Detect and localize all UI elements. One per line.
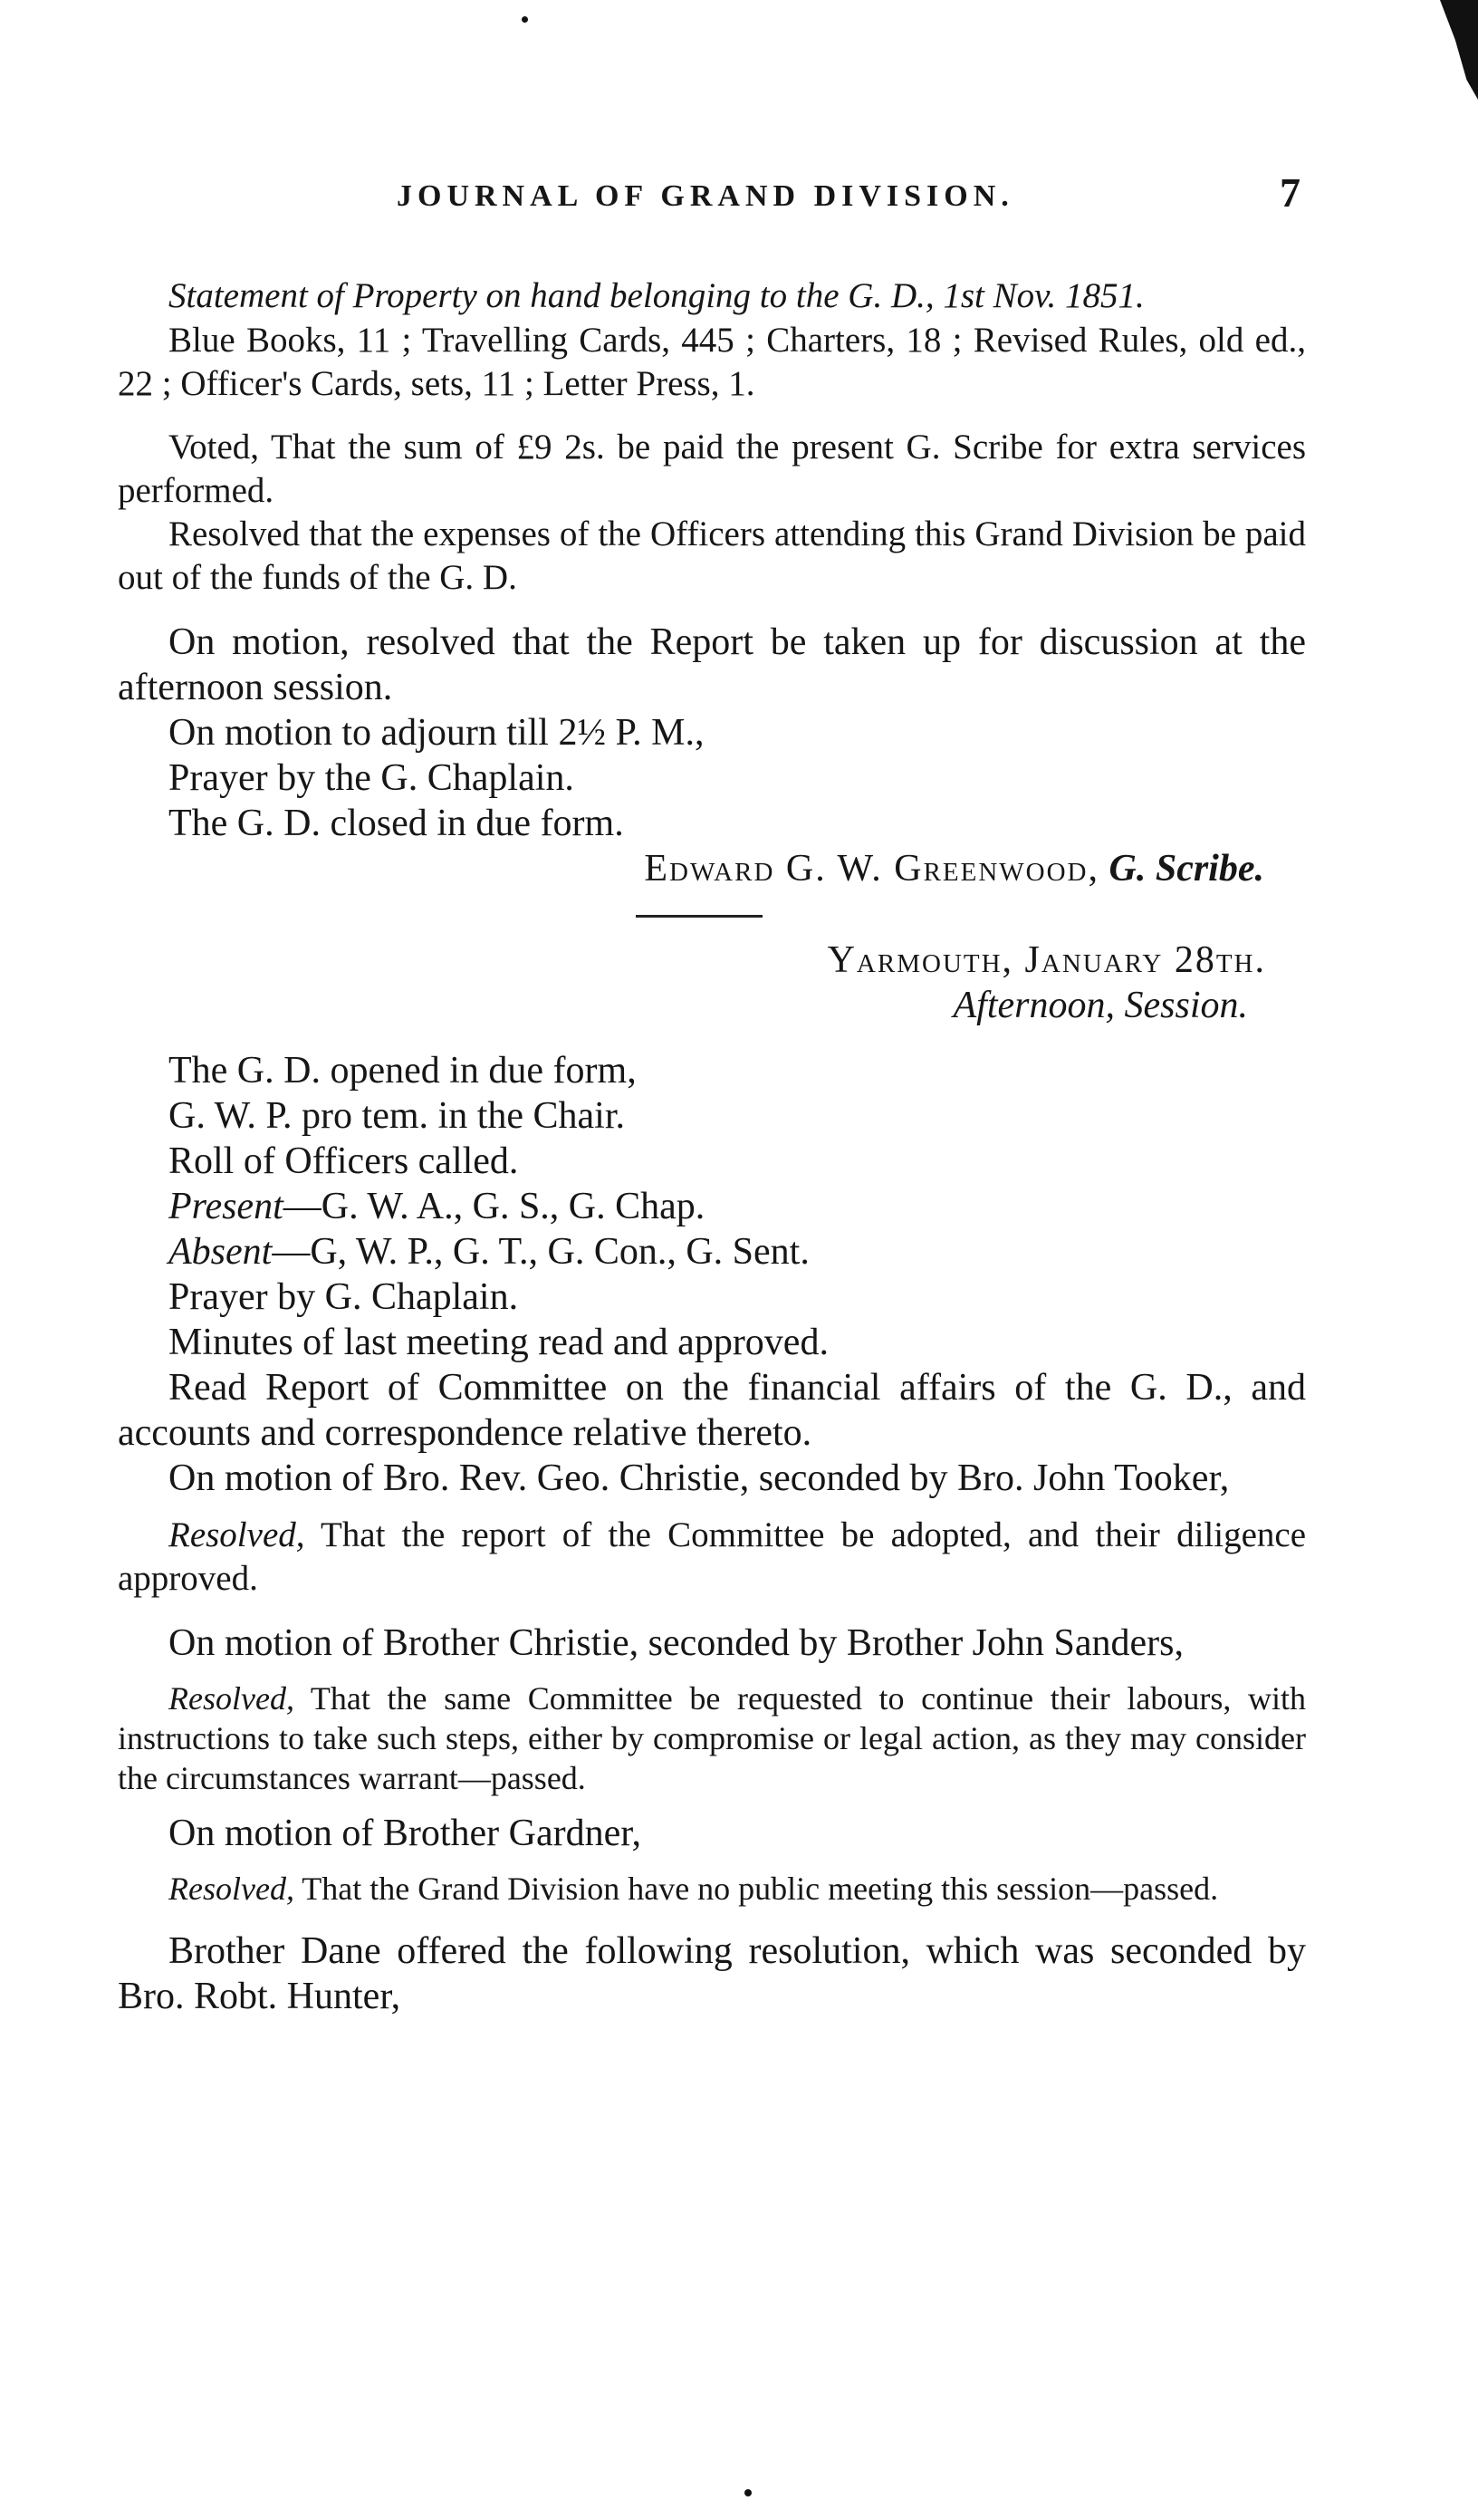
page-number: 7	[1280, 169, 1300, 216]
resolved-2-paragraph	[118, 1678, 1306, 1798]
place-date	[118, 938, 1306, 983]
resolved-1-paragraph	[118, 1514, 1306, 1601]
minutes-line: Minutes of last meeting read and approved.	[168, 1322, 829, 1363]
prayer-line-afternoon: Prayer by G. Chaplain.	[168, 1276, 519, 1318]
signature-name: Edward G. W. Greenwood,	[644, 848, 1099, 890]
signature	[118, 846, 1306, 891]
resolved-2-text: That the same Committee be requested to continue their labours, with instructions to take such steps, either by compromise or legal action, as they may consider the circumstances warrant—passed.	[118, 1680, 1306, 1796]
opened-line: The G. D. opened in due form,	[168, 1050, 637, 1092]
ink-blot	[1440, 0, 1478, 100]
present-label: Present	[168, 1186, 283, 1227]
signature-title: G. Scribe.	[1108, 848, 1264, 890]
closed-line: The G. D. closed in due form.	[168, 803, 624, 844]
motion-adjourn-line: On motion to adjourn till 2½ P. M.,	[168, 712, 705, 754]
resolved-1-label: Resolved,	[168, 1515, 305, 1554]
resolved-expenses-paragraph: Resolved that the expenses of the Officers attending this Grand Division be paid out of the funds of the G. D.	[118, 515, 1306, 597]
running-title: JOURNAL OF GRAND DIVISION.	[397, 179, 1014, 213]
absent-text: —G, W. P., G. T., G. Con., G. Sent.	[272, 1231, 810, 1273]
motion-gardner-line: On motion of Brother Gardner,	[168, 1813, 642, 1854]
statement-title: Statement of Property on hand belonging to the G. D., 1st Nov. 1851.	[168, 276, 1145, 315]
chair-line: G. W. P. pro tem. in the Chair.	[168, 1095, 625, 1137]
page-body	[118, 274, 1306, 2019]
roll-line: Roll of Officers called.	[168, 1140, 519, 1182]
resolved-1-text: That the report of the Committee be adopted, and their diligence approved.	[118, 1515, 1306, 1598]
motion-sanders-paragraph: On motion of Brother Christie, seconded by Brother John Sanders,	[168, 1622, 1184, 1664]
resolved-2-label: Resolved,	[168, 1680, 294, 1717]
motion-christie-paragraph: On motion of Bro. Rev. Geo. Christie, seconded by Bro. John Tooker,	[168, 1457, 1230, 1499]
motion-report-paragraph: On motion, resolved that the Report be taken up for discussion at the afternoon session.	[118, 621, 1306, 708]
present-text: —G. W. A., G. S., G. Chap.	[283, 1186, 705, 1227]
resolved-3-paragraph	[118, 1869, 1306, 1909]
dane-paragraph: Brother Dane offered the following resolution, which was seconded by Bro. Robt. Hunter,	[118, 1930, 1306, 2017]
resolved-3-text: That the Grand Division have no public meeting this session—passed.	[293, 1871, 1219, 1907]
voted-paragraph: Voted, That the sum of £9 2s. be paid the present G. Scribe for extra services performed.	[118, 428, 1306, 510]
absent-label: Absent	[168, 1231, 273, 1273]
statement-items: Blue Books, 11 ; Travelling Cards, 445 ; Charters, 18 ; Revised Rules, old ed., 22 ; Officer's Cards, sets, 11 ; Letter Press, 1.	[118, 321, 1306, 403]
resolved-3-label: Resolved,	[168, 1871, 294, 1907]
ink-dot	[522, 16, 528, 23]
read-report-paragraph: Read Report of Committee on the financial affairs of the G. D., and accounts and correspondence relative thereto.	[118, 1367, 1306, 1454]
session-label: Afternoon, Session.	[953, 985, 1248, 1026]
prayer-line: Prayer by the G. Chaplain.	[168, 757, 574, 799]
absent-line	[118, 1229, 1306, 1274]
present-line	[118, 1184, 1306, 1229]
section-divider	[636, 915, 763, 918]
ink-dot	[744, 2489, 752, 2496]
place-date-text: Yarmouth, January 28th.	[827, 939, 1266, 981]
